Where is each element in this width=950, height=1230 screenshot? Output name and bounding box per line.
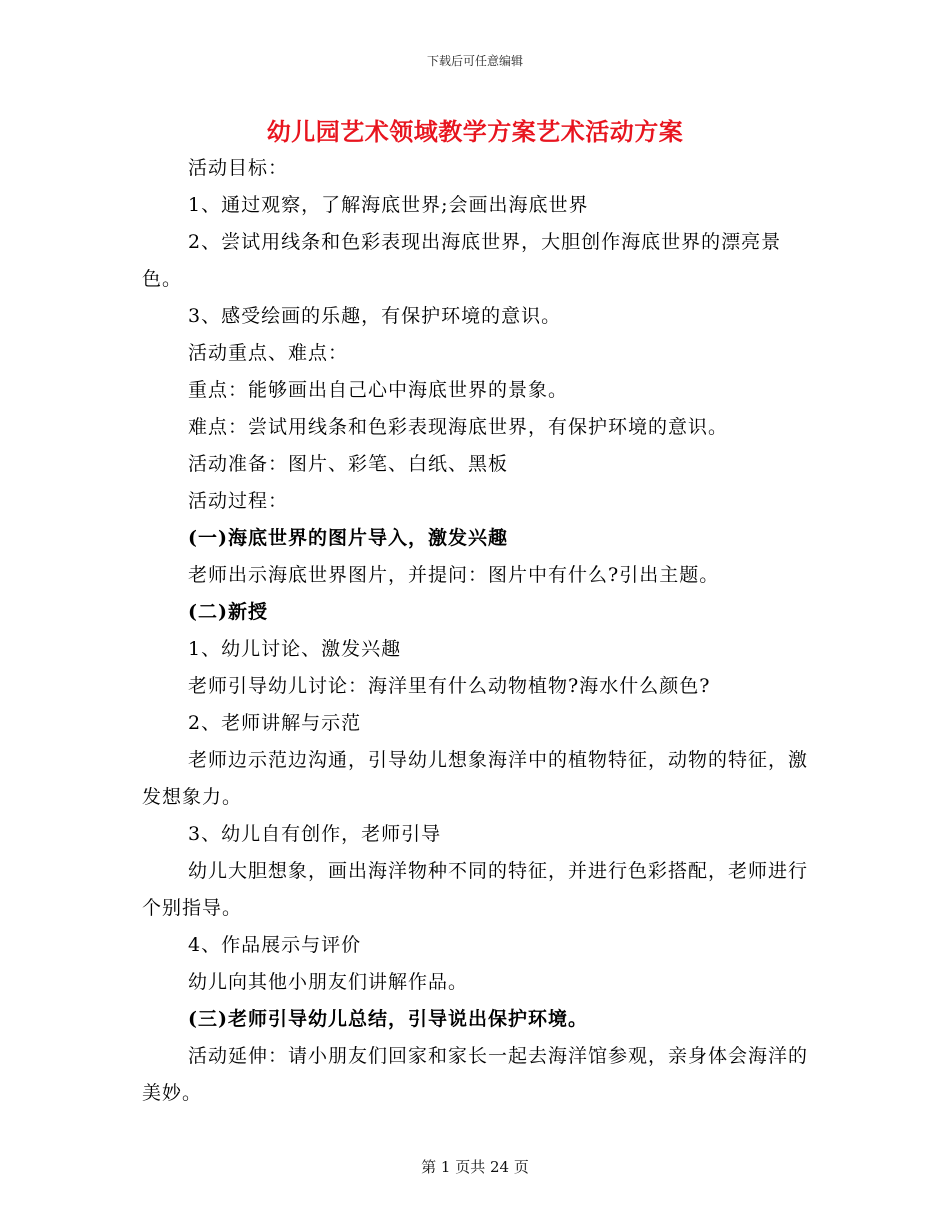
page-number: 第 1 页共 24 页 xyxy=(421,1158,529,1176)
page-header-note: 下载后可任意编辑 xyxy=(426,54,523,68)
page-title: 幼儿园艺术领域教学方案艺术活动方案 xyxy=(266,117,684,146)
paragraph-step-1: 1、幼儿讨论、激发兴趣 xyxy=(188,638,402,660)
paragraph-step-4-body: 幼儿向其他小朋友们讲解作品。 xyxy=(188,971,469,993)
paragraph-key-point: 重点：能够画出自己心中海底世界的景象。 xyxy=(188,379,569,401)
paragraph-goal-3: 3、感受绘画的乐趣，有保护环境的意识。 xyxy=(188,305,562,327)
section-heading-2: (二)新授 xyxy=(188,601,268,623)
document-body xyxy=(142,150,808,1112)
paragraph-step-2-body: 老师边示范边沟通，引导幼儿想象海洋中的植物特征，动物的特征，激发想象力。 xyxy=(142,749,809,808)
paragraph-preparation: 活动准备：图片、彩笔、白纸、黑板 xyxy=(188,453,509,475)
paragraph-section-1-body: 老师出示海底世界图片，并提问：图片中有什么?引出主题。 xyxy=(188,564,720,586)
paragraph-step-2: 2、老师讲解与示范 xyxy=(188,712,362,734)
paragraph-step-1-body: 老师引导幼儿讨论：海洋里有什么动物植物?海水什么颜色? xyxy=(188,675,711,697)
paragraph-goal-1: 1、通过观察，了解海底世界;会画出海底世界 xyxy=(188,194,589,216)
paragraph-key-points-heading: 活动重点、难点： xyxy=(188,342,349,364)
paragraph-goal-2: 2、尝试用线条和色彩表现出海底世界，大胆创作海底世界的漂亮景色。 xyxy=(142,231,782,290)
paragraph-process-heading: 活动过程： xyxy=(188,490,289,512)
paragraph-goals-heading: 活动目标： xyxy=(188,157,289,179)
paragraph-difficult-point: 难点：尝试用线条和色彩表现海底世界，有保护环境的意识。 xyxy=(188,416,729,438)
section-heading-3: (三)老师引导幼儿总结，引导说出保护环境。 xyxy=(188,1008,588,1030)
paragraph-step-3-body: 幼儿大胆想象，画出海洋物种不同的特征，并进行色彩搭配，老师进行个别指导。 xyxy=(142,860,809,919)
paragraph-step-3: 3、幼儿自有创作，老师引导 xyxy=(188,823,442,845)
paragraph-extension: 活动延伸：请小朋友们回家和家长一起去海洋馆参观，亲身体会海洋的美妙。 xyxy=(142,1045,809,1104)
paragraph-step-4: 4、作品展示与评价 xyxy=(188,934,362,956)
section-heading-1: (一)海底世界的图片导入，激发兴趣 xyxy=(188,527,508,549)
